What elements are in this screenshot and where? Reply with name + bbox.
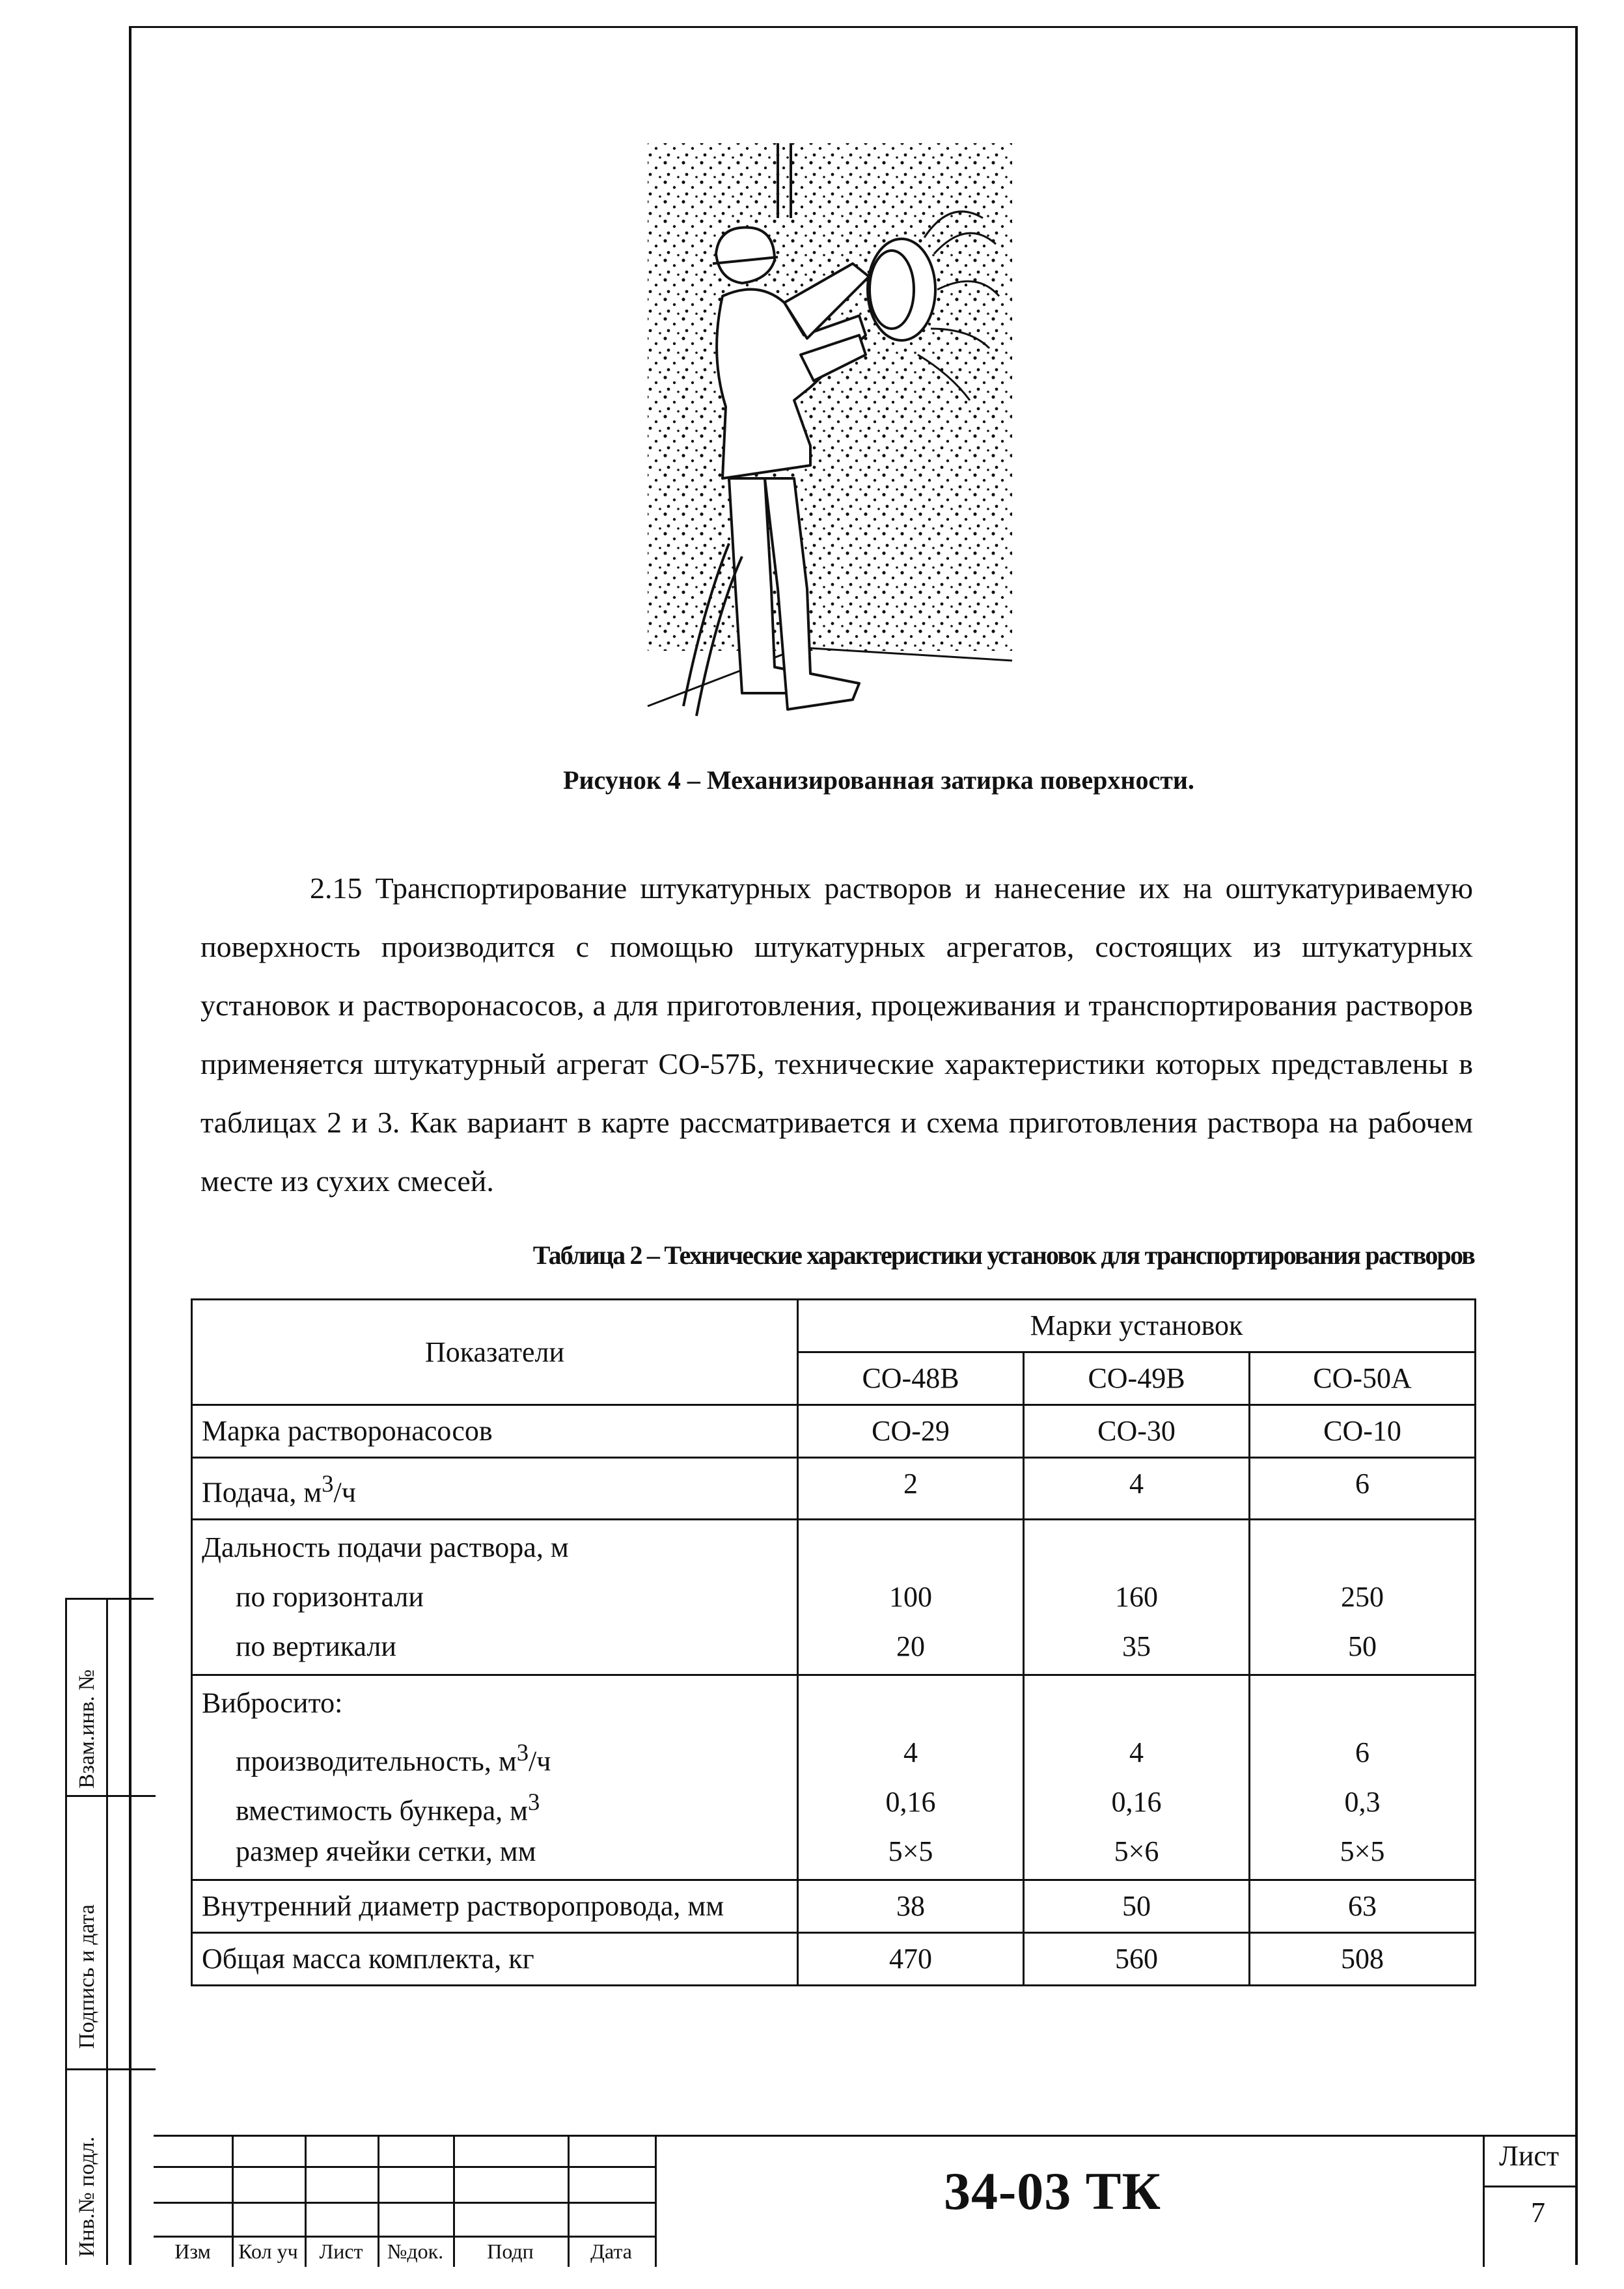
title-block-column [655,2137,657,2267]
title-block-rule [154,2236,655,2238]
header-group: Марки установок [798,1300,1476,1352]
title-block-rule [154,2202,655,2204]
table-cell: 4 [1024,1458,1250,1520]
table-cell: 63 [1250,1880,1476,1932]
table-cell: 50 [1348,1630,1377,1662]
table-cell: СО-29 [798,1405,1024,1458]
label-text: Подача, м [202,1476,322,1509]
table-cell-group [1250,1519,1476,1675]
table-cell: 508 [1250,1932,1476,1985]
table-cell: 5×5 [1340,1835,1385,1867]
table-cell: 4 [903,1736,918,1768]
model-cell: СО-48В [798,1352,1024,1405]
table-cell-group [1024,1675,1250,1880]
table-header-row [192,1300,1476,1352]
title-block-rule [154,2166,655,2168]
signature-date-label: Подпись и дата [75,1904,99,2049]
table-cell-group [1024,1519,1250,1675]
sheet-label: Лист [1499,2140,1560,2172]
row-label: Внутренний диаметр растворопровода, мм [192,1880,798,1932]
title-block [154,2135,1578,2265]
label-text: производительность, м [236,1745,517,1777]
row-sublabel [202,1728,788,1777]
table-cell: 0,16 [1111,1785,1162,1818]
body-paragraph [200,859,1473,1211]
row-sublabel: по горизонтали [236,1580,424,1613]
document-code: 34-03 ТК [944,2161,1161,2221]
table-cell-group [798,1519,1024,1675]
label-text: вместимость бункера, м [236,1794,529,1827]
paragraph-2-15: 2.15 Транспортирование штукатурных растворов и нанесение их на оштукатуриваемую поверхность производится с помощью штукатурных агрегатов, состоящих из штукатурных установок и растворонасосов, а для приготовления, процеживания и транспортирования растворов применяется штукатурный агрегат СО-57Б, технические характеристики которых представлены в таблицах 2 и 3. Как вариант в карте рассматривается и схема приготовления раствора на рабочем месте из сухих смесей. [200,871,1473,1198]
inv-original-label: Инв.№ подл. [75,2136,99,2257]
header-indicator: Показатели [192,1300,798,1405]
figure-caption: Рисунок 4 – Механизированная затирка поверхности. [563,765,1194,795]
margin-divider [67,1795,156,1797]
table-cell: 0,3 [1344,1785,1381,1818]
row-label: Дальность подачи раствора, м [202,1531,569,1563]
replace-inv-label: Взам.инв. № [75,1669,99,1789]
table-row [192,1458,1476,1520]
label-tail: /ч [333,1476,356,1509]
row-label-group [192,1675,798,1880]
col-data: Дата [590,2240,632,2263]
table-cell: 4 [1129,1736,1144,1768]
table-row [192,1880,1476,1932]
label-tail: /ч [529,1745,551,1777]
table-cell-group [1250,1675,1476,1880]
row-label-group [192,1519,798,1675]
table-cell: 6 [1250,1458,1476,1520]
row-sublabel [202,1777,788,1827]
table-row [192,1519,1476,1675]
table-cell: 38 [798,1880,1024,1932]
col-kol-uch: Кол уч [238,2240,298,2263]
table-row [192,1405,1476,1458]
row-label: Общая масса комплекта, кг [192,1932,798,1985]
title-block-column [1483,2137,1485,2267]
table-cell: 560 [1024,1932,1250,1985]
table-cell: 6 [1355,1736,1369,1768]
superscript: 3 [528,1788,540,1815]
table-cell: 50 [1024,1880,1250,1932]
row-label [192,1458,798,1520]
row-sublabel: размер ячейки сетки, мм [236,1835,536,1867]
table-cell: 250 [1341,1580,1384,1613]
table-title: Таблица 2 – Технические характеристики установок для транспортирования растворов [532,1240,1474,1270]
table-cell: 20 [896,1630,925,1662]
sheet-number: 7 [1531,2197,1545,2228]
margin-divider [67,2068,156,2070]
row-label: Марка растворонасосов [192,1405,798,1458]
table-cell: 5×6 [1114,1835,1159,1867]
table-cell: 160 [1115,1580,1158,1613]
table-cell: 0,16 [885,1785,936,1818]
col-list: Лист [319,2240,363,2263]
model-cell: СО-50А [1250,1352,1476,1405]
table-row [192,1675,1476,1880]
table-cell: СО-30 [1024,1405,1250,1458]
table-cell: СО-10 [1250,1405,1476,1458]
spec-table [191,1298,1476,1986]
title-block-rule [1483,2186,1578,2187]
col-podp: Подп [487,2240,534,2263]
model-cell: СО-49В [1024,1352,1250,1405]
col-izm: Изм [174,2240,211,2263]
margin-stamp [65,1598,154,2265]
table-cell: 100 [889,1580,932,1613]
col-ndok: №док. [387,2240,444,2263]
table-cell: 5×5 [888,1835,933,1867]
table-row [192,1932,1476,1985]
row-label: Вибросито: [202,1686,343,1719]
table-cell: 2 [798,1458,1024,1520]
plastering-worker-illustration [644,140,1022,745]
table-cell: 35 [1122,1630,1151,1662]
table-cell: 470 [798,1932,1024,1985]
superscript: 3 [516,1738,529,1766]
superscript: 3 [322,1470,334,1497]
row-sublabel: по вертикали [236,1630,396,1662]
table-cell-group [798,1675,1024,1880]
